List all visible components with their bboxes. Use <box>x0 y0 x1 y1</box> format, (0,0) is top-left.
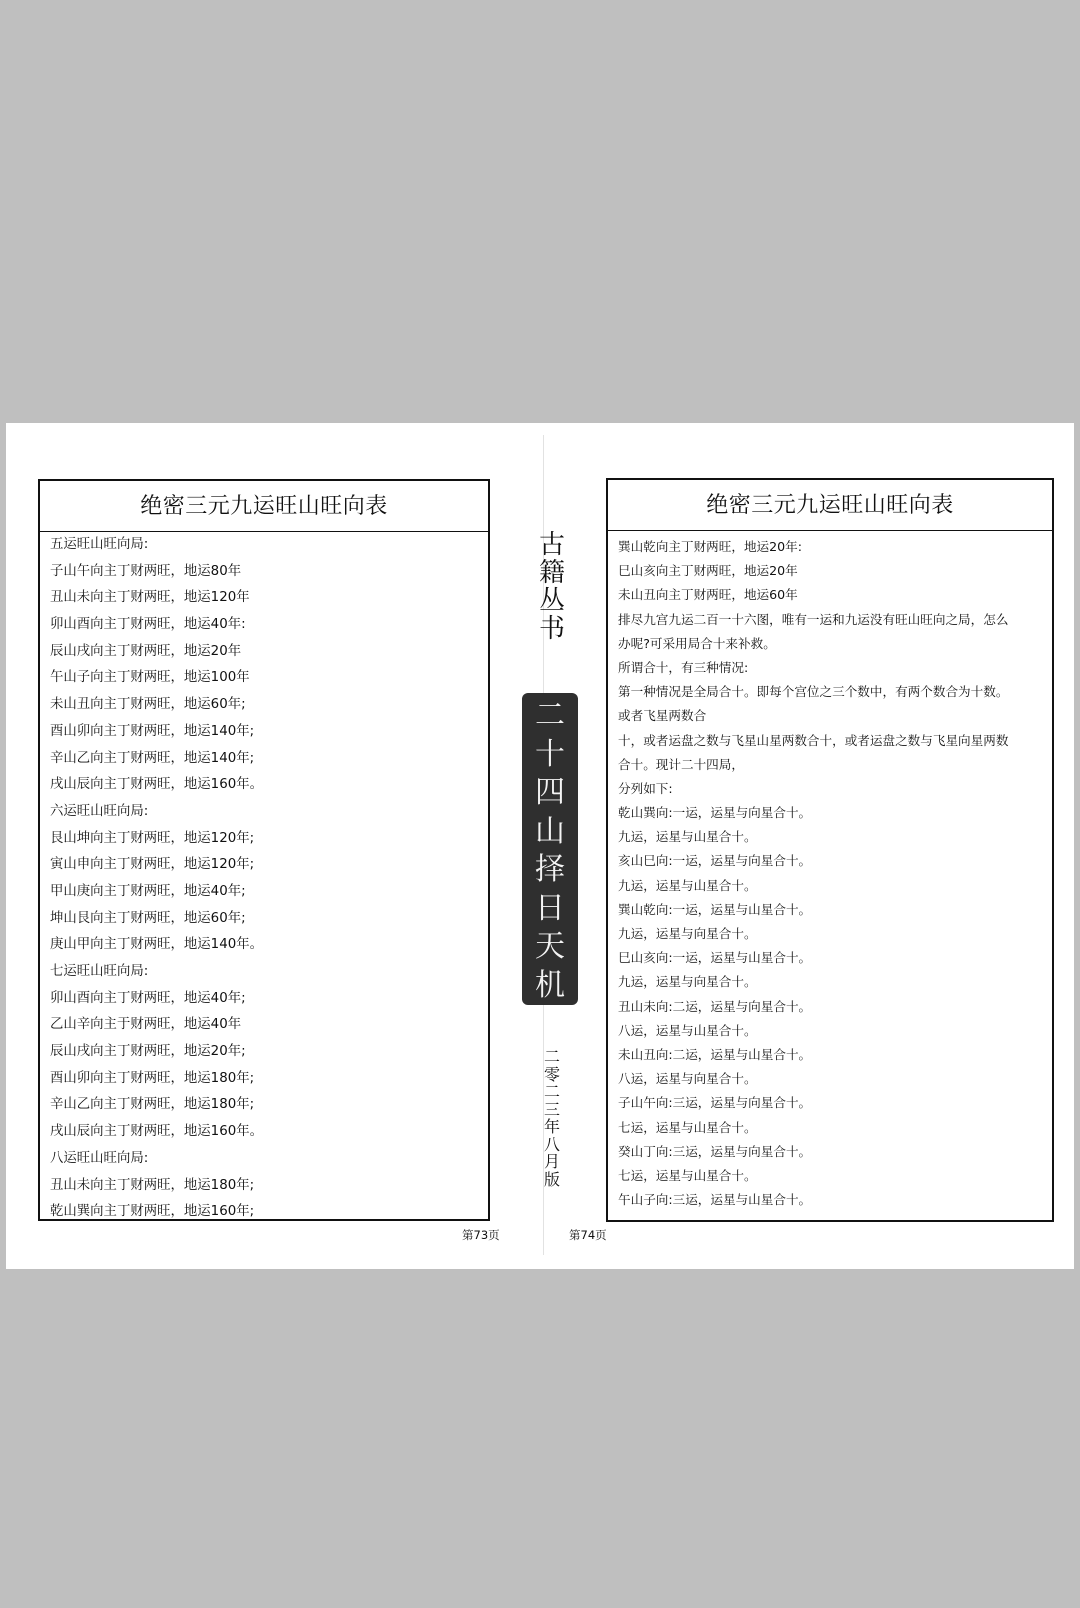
left-page-line: 戌山辰向主丁财两旺，地运160年。 <box>50 777 264 793</box>
right-page-line: 十，或者运盘之数与飞星山星两数合十，或者运盘之数与飞星向星两数 <box>618 732 1009 748</box>
right-page-line: 七运，运星与山星合十。 <box>618 1167 757 1183</box>
left-page-line: 子山午向主丁财两旺，地运80年 <box>50 563 242 579</box>
right-page-line: 七运，运星与山星合十。 <box>618 1119 757 1135</box>
left-page-line: 坤山艮向主丁财两旺，地运60年; <box>50 910 246 926</box>
left-page-line: 丑山未向主丁财两旺，地运180年; <box>50 1177 255 1193</box>
right-page-line: 未山丑向主丁财两旺，地运60年 <box>618 587 798 603</box>
right-page-table <box>606 478 1054 1222</box>
right-page-line: 八运，运星与山星合十。 <box>618 1022 757 1038</box>
right-page-line: 或者飞星两数合 <box>618 708 707 724</box>
right-page-line: 九运，运星与向星合十。 <box>618 926 757 941</box>
right-page-line: 乾山巽向:一运，运星与向星合十。 <box>618 805 812 821</box>
right-page-line: 九运，运星与向星合十。 <box>618 974 757 990</box>
left-page-line: 六运旺山旺向局: <box>50 803 149 819</box>
left-page-table <box>38 479 490 1221</box>
right-page-line: 亥山巳向:一运，运星与向星合十。 <box>618 853 812 869</box>
spine-edition-date: 二 零 二 三 年 八 月 版 <box>543 1047 560 1189</box>
left-page-line: 八运旺山旺向局: <box>50 1150 149 1166</box>
left-page-line: 艮山坤向主丁财两旺，地运120年; <box>50 830 255 846</box>
left-page-line: 辰山戌向主丁财两旺，地运20年 <box>50 643 242 659</box>
right-page-line: 癸山丁向:三运，运星与向星合十。 <box>618 1143 812 1159</box>
left-page-line: 卯山酉向主丁财两旺，地运40年; <box>50 990 246 1006</box>
right-page-line: 九运，运星与山星合十。 <box>618 829 757 845</box>
right-page-line: 子山午向:三运，运星与向星合十。 <box>618 1095 812 1111</box>
left-page-number: 第73页 <box>462 1228 500 1242</box>
left-page-line: 乙山辛向主于财两旺，地运40年 <box>50 1017 242 1033</box>
left-page-line: 未山丑向主丁财两旺，地运60年; <box>50 697 246 713</box>
right-page-line: 合十。现计二十四局， <box>618 756 744 772</box>
right-page-line: 巳山亥向主丁财两旺，地运20年 <box>618 563 798 579</box>
right-page-lines <box>608 531 1052 1212</box>
right-page-line: 巽山乾向:一运，运星与山星合十。 <box>618 901 812 917</box>
right-page-line: 排尽九宫九运二百一十六图，唯有一运和九运没有旺山旺向之局，怎么 <box>618 611 1009 627</box>
left-page-line: 辛山乙向主丁财两旺，地运140年; <box>50 750 255 766</box>
right-page-line: 办呢?可采用局合十来补救。 <box>618 635 776 651</box>
left-page-line: 甲山庚向主丁财两旺，地运40年; <box>50 883 246 899</box>
left-page-line: 酉山卯向主丁财两旺，地运180年; <box>50 1070 255 1086</box>
left-page-line: 卯山酉向主丁财两旺，地运40年: <box>50 617 246 633</box>
right-page-line: 所谓合十，有三种情况: <box>618 659 749 675</box>
right-page-line: 午山子向:三运，运星与山星合十。 <box>618 1192 812 1208</box>
left-page-line: 七运旺山旺向局: <box>50 964 149 979</box>
left-page-line: 寅山申向主丁财两旺，地运120年; <box>50 857 255 873</box>
spine-series-title: 古 籍 丛 书 <box>538 530 565 644</box>
right-page-title: 绝密三元九运旺山旺向表 <box>608 480 1052 531</box>
left-page-lines <box>40 532 488 1226</box>
left-page-line: 丑山未向主丁财两旺，地运120年 <box>50 590 250 606</box>
right-page-line: 巽山乾向主丁财两旺，地运20年: <box>618 539 802 554</box>
right-page-line: 丑山未向:二运，运星与向星合十。 <box>618 998 812 1014</box>
right-page-line: 分列如下: <box>618 780 673 796</box>
left-page-line: 酉山卯向主丁财两旺，地运140年; <box>50 723 255 739</box>
spine-book-title: 二 十 四 山 择 日 天 机 <box>522 693 578 1005</box>
left-page-line: 戌山辰向主丁财两旺，地运160年。 <box>50 1124 264 1140</box>
right-page-number: 第74页 <box>569 1228 607 1242</box>
right-page-line: 巳山亥向:一运，运星与山星合十。 <box>618 950 812 966</box>
left-page-line: 五运旺山旺向局: <box>50 537 149 552</box>
right-page-line: 未山丑向:二运，运星与山星合十。 <box>618 1046 812 1062</box>
book-spread <box>6 423 1074 1269</box>
left-page-line: 辰山戌向主丁财两旺，地运20年; <box>50 1044 246 1060</box>
left-page-line: 辛山乙向主丁财两旺，地运180年; <box>50 1097 255 1113</box>
right-page-line: 第一种情况是全局合十。即每个宫位之三个数中，有两个数合为十数。 <box>618 684 1009 700</box>
left-page-line: 庚山甲向主丁财两旺，地运140年。 <box>50 937 264 953</box>
left-page-line: 午山子向主丁财两旺，地运100年 <box>50 670 250 686</box>
left-page-line: 乾山巽向主丁财两旺，地运160年; <box>50 1204 255 1220</box>
right-page-line: 八运，运星与向星合十。 <box>618 1071 757 1087</box>
left-page-title: 绝密三元九运旺山旺向表 <box>40 481 488 532</box>
right-page-line: 九运，运星与山星合十。 <box>618 877 757 893</box>
